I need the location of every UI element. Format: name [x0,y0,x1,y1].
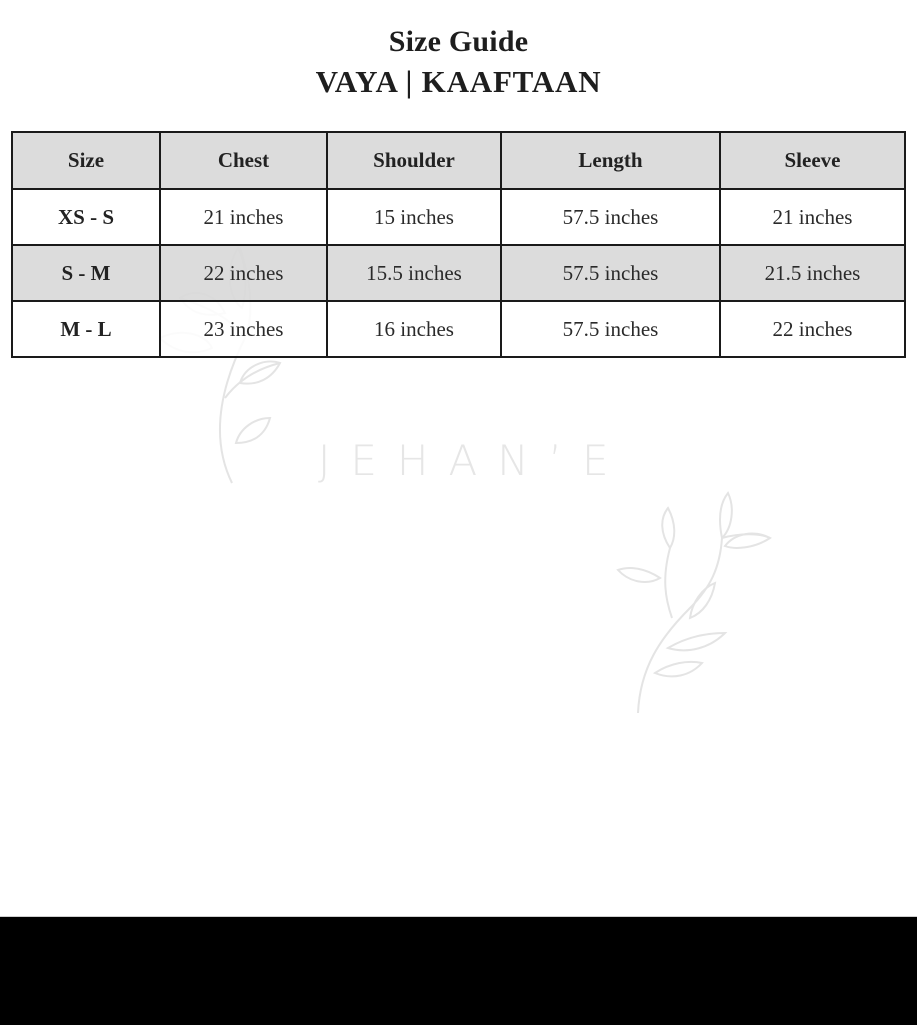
sleeve-cell: 22 inches [720,301,905,357]
table-row [12,245,905,301]
page-title: Size Guide [388,25,529,58]
size-guide-table [11,131,906,358]
table-row [12,301,905,357]
product-name: VAYA | KAAFTAAN [315,64,602,99]
leaf-sprig-icon [610,488,780,718]
size-cell: S - M [12,245,160,301]
size-cell: XS - S [12,189,160,245]
length-cell: 57.5 inches [501,301,720,357]
sleeve-cell: 21.5 inches [720,245,905,301]
sleeve-cell: 21 inches [720,189,905,245]
length-cell: 57.5 inches [501,245,720,301]
brand-watermark: JEHAN’E [318,436,629,485]
column-header-size: Size [12,132,160,189]
chest-cell: 21 inches [160,189,327,245]
column-header-chest: Chest [160,132,327,189]
chest-cell: 23 inches [160,301,327,357]
length-cell: 57.5 inches [501,189,720,245]
footer-black-band [0,916,917,1025]
shoulder-cell: 15 inches [327,189,501,245]
chest-cell: 22 inches [160,245,327,301]
column-header-length: Length [501,132,720,189]
shoulder-cell: 15.5 inches [327,245,501,301]
table-row [12,189,905,245]
column-header-sleeve: Sleeve [720,132,905,189]
column-header-shoulder: Shoulder [327,132,501,189]
page-header [0,22,917,102]
size-cell: M - L [12,301,160,357]
table-header-row [12,132,905,189]
shoulder-cell: 16 inches [327,301,501,357]
